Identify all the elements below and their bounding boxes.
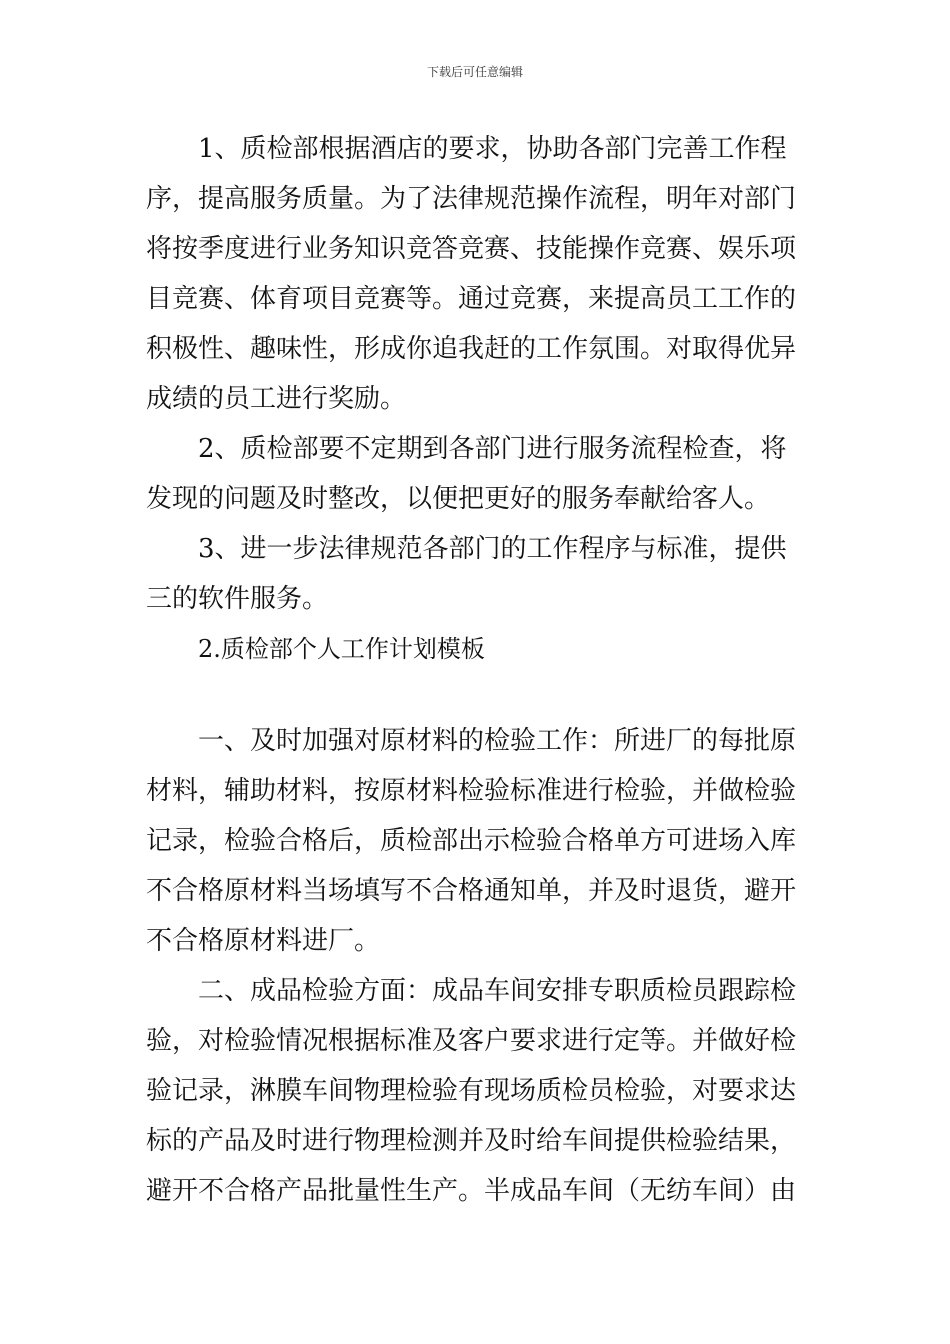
paragraph-5: 二、成品检验方面：成品车间安排专职质检员跟踪检验，对检验情况根据标准及客户要求进行定等。并做好检验记录，淋膜车间物理检验有现场质检员检验，对要求达标的产品及时进行物理检测并及时给车间提供检验结果，避开不合格产品批量性生产。半成品车间（无纺车间）由 <box>146 976 797 1206</box>
paragraph-1: 1、质检部根据酒店的要求，协助各部门完善工作程序，提高服务质量。为了法律规范操作流程，明年对部门将按季度进行业务知识竞答竞赛、技能操作竞赛、娱乐项目竞赛、体育项目竞赛等。通过竞赛，来提高员工工作的积极性、趣味性，形成你追我赶的工作氛围。对取得优异成绩的员工进行奖励。 <box>146 134 797 414</box>
paragraph-2: 2、质检部要不定期到各部门进行服务流程检查，将发现的问题及时整改，以便把更好的服务奉献给客人。 <box>146 434 787 514</box>
page-header: 下载后可任意编辑 <box>426 65 523 79</box>
paragraph-3: 3、进一步法律规范各部门的工作程序与标准，提供三的软件服务。 <box>146 534 787 614</box>
spacer <box>146 674 808 716</box>
paragraph-4: 一、及时加强对原材料的检验工作：所进厂的每批原材料，辅助材料，按原材料检验标准进行检验，并做检验记录，检验合格后，质检部出示检验合格单方可进场入库不合格原材料当场填写不合格通知单，并及时退货，避开不合格原材料进厂。 <box>146 726 797 956</box>
section-title: 2.质检部个人工作计划模板 <box>198 635 485 663</box>
document-body <box>146 124 808 1216</box>
